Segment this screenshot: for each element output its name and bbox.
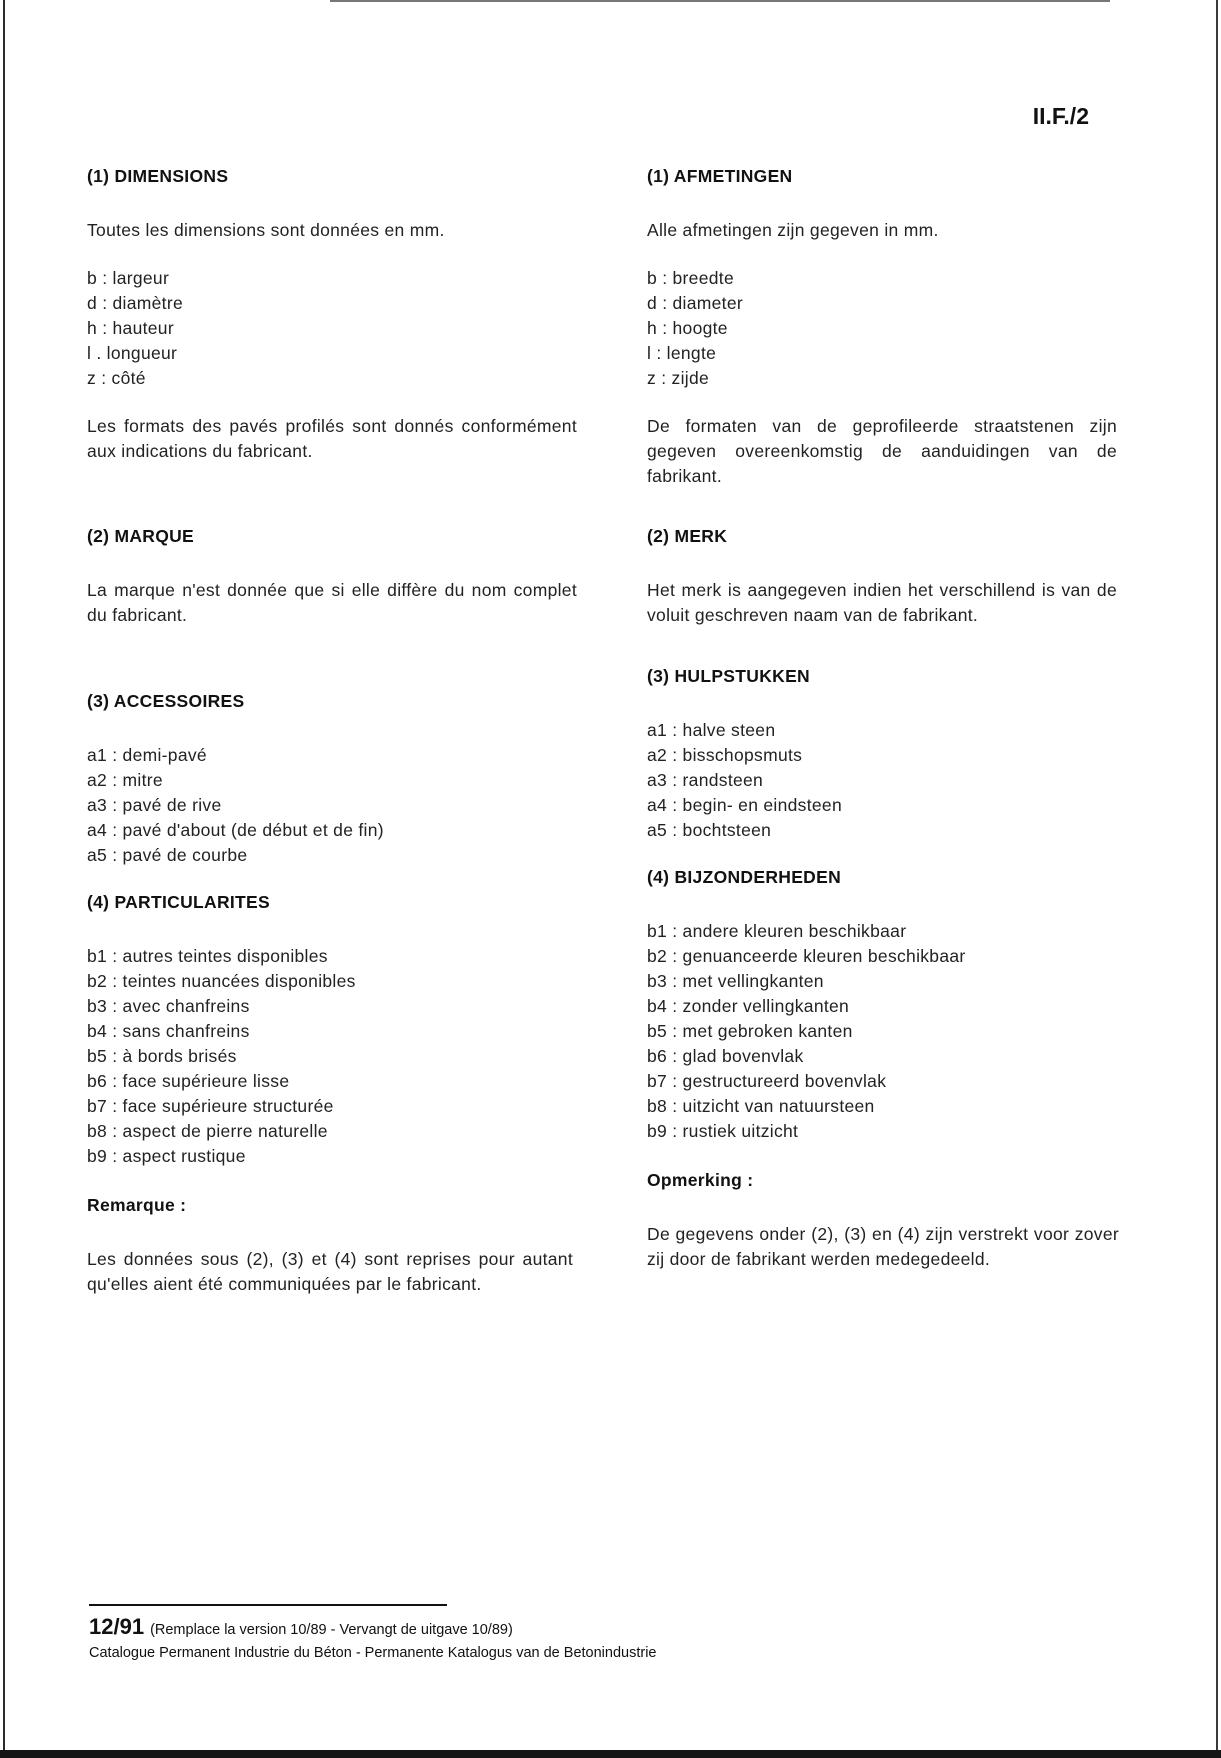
list-item: l : lengte xyxy=(647,343,717,363)
section-marque xyxy=(87,526,577,628)
list-item: d : diamètre xyxy=(87,293,184,313)
page-edge-left xyxy=(3,0,5,1758)
section-heading: (1) AFMETINGEN xyxy=(647,166,793,186)
list-item: a4 : pavé d'about (de début et de fin) xyxy=(87,820,384,840)
footer xyxy=(89,1614,656,1663)
hulpstukken-list xyxy=(647,718,1117,843)
section-merk xyxy=(647,526,1117,628)
list-item: a2 : bisschopsmuts xyxy=(647,745,803,765)
afmetingen-note: De formaten van de geprofileerde straatstenen zijn gegeven overeenkomstig de aanduidingen van de fabrikant. xyxy=(647,416,1117,486)
french-column xyxy=(87,166,577,1297)
list-item: b : breedte xyxy=(647,268,734,288)
list-item: b4 : sans chanfreins xyxy=(87,1021,250,1041)
list-item: a3 : randsteen xyxy=(647,770,764,790)
section-heading: Opmerking : xyxy=(647,1170,754,1190)
dimensions-list xyxy=(87,266,577,391)
particularites-list xyxy=(87,944,577,1169)
edition-number: 12/91 xyxy=(89,1614,145,1639)
list-item: a1 : demi-pavé xyxy=(87,745,207,765)
section-afmetingen xyxy=(647,166,1117,489)
list-item: b7 : gestructureerd bovenvlak xyxy=(647,1071,887,1091)
list-item: b9 : rustiek uitzicht xyxy=(647,1121,799,1141)
afmetingen-intro: Alle afmetingen zijn gegeven in mm. xyxy=(647,220,939,240)
list-item: b3 : avec chanfreins xyxy=(87,996,250,1016)
list-item: a4 : begin- en eindsteen xyxy=(647,795,842,815)
list-item: a2 : mitre xyxy=(87,770,163,790)
dutch-column xyxy=(647,166,1117,1272)
list-item: b9 : aspect rustique xyxy=(87,1146,246,1166)
section-heading: (2) MERK xyxy=(647,526,728,546)
dimensions-intro: Toutes les dimensions sont données en mm. xyxy=(87,220,445,240)
section-accessoires xyxy=(87,691,577,868)
list-item: h : hoogte xyxy=(647,318,728,338)
list-item: b3 : met vellingkanten xyxy=(647,971,824,991)
section-hulpstukken xyxy=(647,666,1117,843)
section-heading: Remarque : xyxy=(87,1195,187,1215)
page-edge-bottom xyxy=(0,1750,1221,1758)
section-heading: (4) BIJZONDERHEDEN xyxy=(647,867,842,887)
list-item: b : largeur xyxy=(87,268,170,288)
list-item: a1 : halve steen xyxy=(647,720,776,740)
list-item: b5 : met gebroken kanten xyxy=(647,1021,853,1041)
section-heading: (4) PARTICULARITES xyxy=(87,892,270,912)
list-item: b6 : face supérieure lisse xyxy=(87,1071,290,1091)
bijzonderheden-list xyxy=(647,919,1117,1144)
section-opmerking xyxy=(647,1170,1117,1272)
list-item: a3 : pavé de rive xyxy=(87,795,222,815)
remarque-text: Les données sous (2), (3) et (4) sont reprises pour autant qu'elles aient été communiquées par le fabricant. xyxy=(87,1249,573,1294)
section-heading: (2) MARQUE xyxy=(87,526,195,546)
section-heading: (1) DIMENSIONS xyxy=(87,166,229,186)
section-heading: (3) ACCESSOIRES xyxy=(87,691,245,711)
afmetingen-list xyxy=(647,266,1117,391)
list-item: a5 : bochtsteen xyxy=(647,820,772,840)
list-item: b8 : aspect de pierre naturelle xyxy=(87,1121,328,1141)
dimensions-note: Les formats des pavés profilés sont donnés conformément aux indications du fabricant. xyxy=(87,416,577,461)
list-item: z : zijde xyxy=(647,368,710,388)
section-bijzonderheden xyxy=(647,867,1117,1144)
footer-rule xyxy=(89,1604,447,1606)
catalogue-title: Catalogue Permanent Industrie du Béton - Permanente Katalogus van de Betonindustrie xyxy=(89,1645,657,1661)
list-item: d : diameter xyxy=(647,293,744,313)
page-edge-right xyxy=(1216,0,1218,1758)
section-heading: (3) HULPSTUKKEN xyxy=(647,666,810,686)
list-item: b6 : glad bovenvlak xyxy=(647,1046,804,1066)
list-item: b1 : andere kleuren beschikbaar xyxy=(647,921,907,941)
list-item: b2 : teintes nuancées disponibles xyxy=(87,971,356,991)
page-edge-top xyxy=(330,0,1110,2)
list-item: z : côté xyxy=(87,368,146,388)
list-item: b1 : autres teintes disponibles xyxy=(87,946,328,966)
list-item: l . longueur xyxy=(87,343,178,363)
merk-text: Het merk is aangegeven indien het verschillend is van de voluit geschreven naam van de fabrikant. xyxy=(647,580,1117,625)
replaces-note: (Remplace la version 10/89 - Vervangt de uitgave 10/89) xyxy=(150,1622,513,1638)
list-item: a5 : pavé de courbe xyxy=(87,845,248,865)
list-item: b7 : face supérieure structurée xyxy=(87,1096,334,1116)
section-dimensions xyxy=(87,166,577,464)
accessoires-list xyxy=(87,743,577,868)
opmerking-text: De gegevens onder (2), (3) en (4) zijn verstrekt voor zover zij door de fabrikant werden medegedeeld. xyxy=(647,1224,1119,1269)
list-item: b5 : à bords brisés xyxy=(87,1046,237,1066)
marque-text: La marque n'est donnée que si elle diffère du nom complet du fabricant. xyxy=(87,580,577,625)
section-remarque xyxy=(87,1195,577,1297)
list-item: b4 : zonder vellingkanten xyxy=(647,996,850,1016)
list-item: b2 : genuanceerde kleuren beschikbaar xyxy=(647,946,966,966)
list-item: b8 : uitzicht van natuursteen xyxy=(647,1096,875,1116)
list-item: h : hauteur xyxy=(87,318,174,338)
section-particularites xyxy=(87,892,577,1169)
page-reference: II.F./2 xyxy=(1032,103,1089,129)
